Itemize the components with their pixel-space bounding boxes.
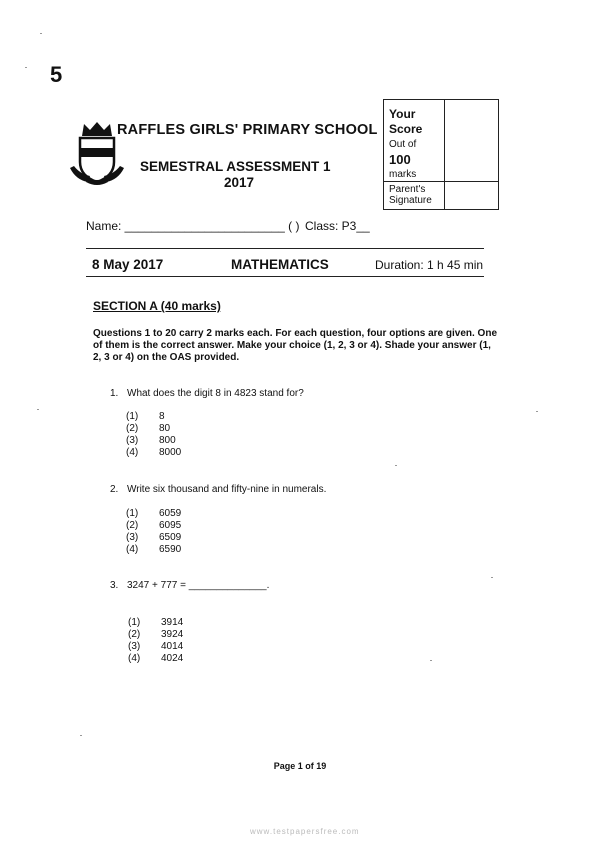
score-box-divider (384, 181, 498, 182)
scan-speck (395, 465, 397, 466)
page-footer: Page 1 of 19 (273, 761, 327, 771)
divider-bottom (86, 276, 484, 277)
option-label: (2) (126, 520, 139, 531)
question-number: 2. (110, 484, 119, 495)
option-label: (3) (128, 641, 141, 652)
assessment-year: 2017 (224, 175, 255, 190)
scan-speck (37, 409, 39, 410)
parent-signature-label: Parent's Signature (389, 184, 432, 206)
option-label: (2) (126, 423, 139, 434)
assessment-name: SEMESTRAL ASSESSMENT 1 (140, 159, 331, 174)
score-total: 100 (389, 152, 411, 167)
scan-speck (40, 33, 42, 34)
option-value: 6590 (159, 544, 182, 555)
option-value: 8 (159, 411, 165, 422)
exam-duration: Duration: 1 h 45 min (375, 258, 484, 272)
watermark: www.testpapersfree.com (250, 827, 360, 836)
option-value: 6095 (159, 520, 182, 531)
score-label-marks: marks (389, 169, 417, 180)
exam-subject: MATHEMATICS (231, 257, 329, 272)
section-title: SECTION A (40 marks) (93, 299, 221, 313)
option-value: 80 (159, 423, 171, 434)
student-name-field[interactable]: Name: ________________________ ( ) (86, 219, 300, 233)
option-label: (4) (128, 653, 141, 664)
option-label: (1) (128, 617, 141, 628)
option-value: 4024 (161, 653, 184, 664)
option-label: (1) (126, 508, 139, 519)
option-value: 800 (159, 435, 176, 446)
option-value: 3924 (161, 629, 184, 640)
scan-speck (80, 735, 82, 736)
option-label: (3) (126, 532, 139, 543)
score-box-divider (444, 100, 445, 209)
question-number: 1. (110, 388, 119, 399)
score-box (383, 99, 499, 210)
option-value: 4014 (161, 641, 184, 652)
option-value: 8000 (159, 447, 182, 458)
score-label-out-of: Out of (389, 139, 417, 150)
option-label: (4) (126, 447, 139, 458)
question-text: Write six thousand and fifty-nine in numerals. (127, 484, 327, 495)
option-label: (2) (128, 629, 141, 640)
divider-top (86, 248, 484, 249)
option-label: (1) (126, 411, 139, 422)
option-label: (4) (126, 544, 139, 555)
option-value: 6509 (159, 532, 182, 543)
school-name: RAFFLES GIRLS' PRIMARY SCHOOL (117, 122, 378, 138)
scan-speck (491, 577, 493, 578)
section-instructions: Questions 1 to 20 carry 2 marks each. For each question, four options are given. One of them is the correct answer. Make your choice (1, 2, 3 or 4). Shade your answer (1, 2, 3 or 4) on the OAS provided. (93, 328, 498, 363)
question-text: What does the digit 8 in 4823 stand for? (127, 388, 304, 399)
exam-date: 8 May 2017 (92, 257, 164, 272)
score-label-score: Score (389, 122, 423, 136)
score-label-your: Your (389, 107, 416, 121)
page-number: 5 (50, 62, 63, 87)
question-text: 3247 + 777 = ______________. (127, 580, 270, 591)
scan-speck (25, 67, 27, 68)
option-value: 3914 (161, 617, 184, 628)
option-label: (3) (126, 435, 139, 446)
question-number: 3. (110, 580, 119, 591)
scan-speck (536, 411, 538, 412)
student-class-field[interactable]: Class: P3__ (305, 219, 370, 233)
option-value: 6059 (159, 508, 182, 519)
scan-speck (430, 660, 432, 661)
